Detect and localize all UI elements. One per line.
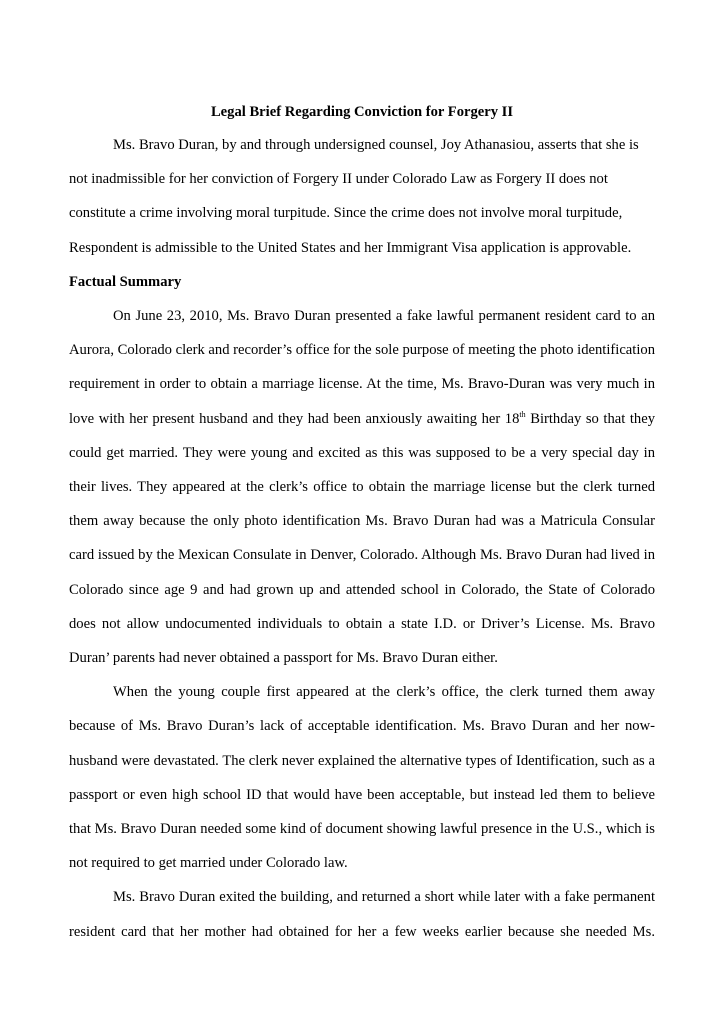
document-title: Legal Brief Regarding Conviction for Forgery II <box>210 104 514 120</box>
ordinal-superscript: th <box>519 409 526 419</box>
section-heading-factual-summary: Factual Summary <box>69 273 182 290</box>
intro-paragraph: Ms. Bravo Duran, by and through undersigned counsel, Joy Athanasiou, asserts that she is not inadmissible for her conviction of Forgery II under Colorado Law as Forgery II does not constitute a crime involving moral turpitude. Since the crime does not involve moral turpitude, Respondent is admissible to the United States and her Immigrant Visa application is approvable. <box>69 137 639 256</box>
factual-paragraph-1 <box>69 299 655 675</box>
factual-paragraph-2: When the young couple first appeared at the clerk’s office, the clerk turned them away because of Ms. Bravo Duran’s lack of acceptable identification. Ms. Bravo Duran and her now-husband were devastated. The clerk never explained the alternative types of Identification, such as a passport or even high school ID that would have been acceptable, but instead led them to believe that Ms. Bravo Duran needed some kind of document showing lawful presence in the U.S., which is not required to get married under Colorado law. <box>69 684 655 872</box>
factual-paragraph-1-text-b: Birthday so that they could get married. They were young and excited as this was supposed to be a very special day in their lives. They appeared at the clerk’s office to obtain the marriage license but the clerk turned them away because the only photo identification Ms. Bravo Duran had was a Matricula Consular card issued by the Mexican Consulate in Denver, Colorado. Although Ms. Bravo Duran had lived in Colorado since age 9 and had grown up and attended school in Colorado, the State of Colorado does not allow undocumented individuals to obtain a state I.D. or Driver’s License. Ms. Bravo Duran’ parents had never obtained a passport for Ms. Bravo Duran either. <box>69 410 655 667</box>
factual-paragraph-3: Ms. Bravo Duran exited the building, and returned a short while later with a fake permanent resident card that her mother had obtained for her a few weeks earlier because she needed Ms. <box>69 889 655 940</box>
brief-body <box>69 99 655 949</box>
factual-paragraph-1-text-a: On June 23, 2010, Ms. Bravo Duran presented a fake lawful permanent resident card to an Aurora, Colorado clerk and recorder’s office for the sole purpose of meeting the photo identification requirement in order to obtain a marriage license. At the time, Ms. Bravo-Duran was very much in love with her present husband and they had been anxiously awaiting her 18 <box>69 308 655 427</box>
